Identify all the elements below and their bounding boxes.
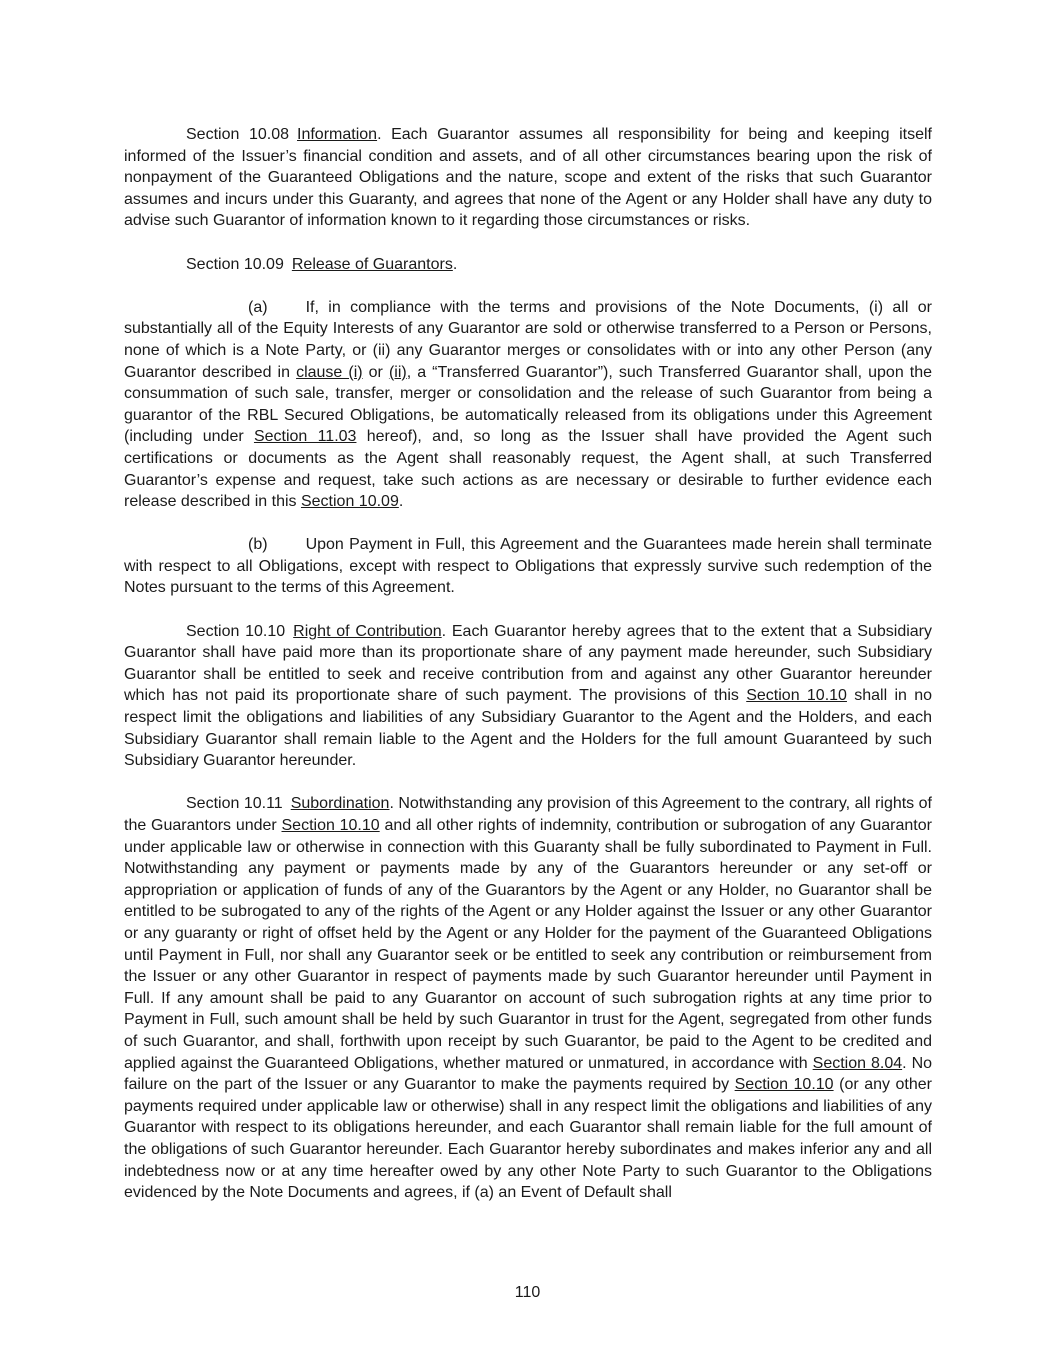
section-10-10-paragraph	[124, 621, 932, 772]
document-page	[124, 124, 932, 1225]
clause-b-text: Upon Payment in Full, this Agreement and the Guarantees made herein shall terminate with respect to all Obligations, except with respect to Obligations that expressly survive such redemption of the Notes pursuant to the terms of this Agreement.	[124, 536, 932, 597]
clause-a-label: (a)	[248, 298, 268, 316]
clause-b-label: (b)	[248, 536, 268, 554]
section-10-10-text-2: shall in no respect limit the obligations and liabilities of any Subsidiary Guarantor to the Agent and the Holders, and each Subsidiary Guarantor shall remain liable to the Agent and the Holders for the full amount Guaranteed by such Subsidiary Guarantor hereunder.	[124, 687, 933, 770]
section-10-09-clause-b	[124, 534, 932, 599]
clause-ii-reference: (ii)	[388, 363, 407, 381]
section-10-11-heading: Subordination	[290, 795, 390, 813]
section-10-11-text-1: . Notwithstanding any provision of this Agreement to the contrary, all rights of the Guarantors under	[124, 795, 933, 834]
section-10-10-reference-2: Section 10.10	[734, 1076, 834, 1094]
clause-a-text-1: If, in compliance with the terms and provisions of the Note Documents, (i) all or substantially all of the Equity Interests of any Guarantor are sold or otherwise transferred to a Person or Persons, none of which is a Note Party, or (ii) any Guarantor merges or consolidates with or into any other Person (any Guarantor described in	[124, 298, 932, 381]
section-10-10-text-1: . Each Guarantor hereby agrees that to the extent that a Subsidiary Guarantor shall have paid more than its proportionate share of any payment made hereunder, such Subsidiary Guarantor shall be entitled to seek and receive contribution from and against any other Guarantor hereunder which has not paid its proportionate share of such payment. The provisions of this	[124, 622, 933, 705]
section-10-09-heading-tail: .	[452, 255, 458, 273]
section-10-10-heading: Right of Contribution	[293, 622, 442, 640]
section-10-08-paragraph	[124, 124, 932, 232]
clause-a-text-3: , a “Transferred Guarantor”), such Transferred Guarantor shall, upon the consummation of such sale, transfer, merger or consolidation and the release of such Guarantor from being a guarantor of the RBL Secured Obligations, be automatically released from its obligations under this Agreement (including under	[124, 363, 933, 446]
clause-a-text-4: hereof), and, so long as the Issuer shall have provided the Agent such certifications or documents as the Agent shall reasonably request, the Agent shall, at such Transferred Guarantor’s expense and request, take such actions as are necessary or desirable to further evidence each release described in this	[124, 428, 933, 511]
section-10-09-clause-a	[124, 297, 932, 513]
section-10-11-text-2: and all other rights of indemnity, contribution or subrogation of any Guarantor under applicable law or otherwise in connection with this Guaranty shall be fully subordinated to Payment in Full. Notwithstanding any payment or payments made by any of the Guarantors hereunder or any set-off or appropriation or application of funds of any of the Guarantors by the Agent or any Holder, no Guarantor shall be entitled to be subrogated to any of the rights of the Agent or any Holder against the Issuer or any other Guarantor or any guaranty or right of offset held by the Agent or any Holder for the payment of the Guaranteed Obligations until Payment in Full, nor shall any Guarantor seek or be entitled to seek any contribution or reimbursement from the Issuer or any other Guarantor in respect of payments made by such Guarantor hereunder until Payment in Full. If any amount shall be paid to any Guarantor on account of such subrogation rights at any time prior to Payment in Full, such amount shall be held by such Guarantor in trust for the Agent, segregated from other funds of such Guarantor, and shall, forthwith upon receipt by such Guarantor, be paid to the Agent to be credited and applied against the Guaranteed Obligations, whether matured or unmatured, in accordance with	[124, 817, 932, 1072]
section-10-08-heading: Information	[297, 126, 378, 143]
section-10-08-body: . Each Guarantor assumes all responsibility for being and keeping itself informed of the Issuer’s financial condition and assets, and of all other circumstances bearing upon the risk of nonpayment of the Guaranteed Obligations and the nature, scope and extent of the risks that such Guarantor assumes and incurs under this Guaranty, and agrees that none of the Agent or any Holder shall have any duty to advise such Guarantor of information known to it regarding those circumstances or risks.	[124, 126, 932, 230]
section-10-10-number: Section 10.10	[186, 622, 286, 640]
section-10-11-number: Section 10.11	[186, 795, 283, 813]
section-10-10-self-reference: Section 10.10	[746, 687, 847, 705]
clause-i-reference: clause (i)	[296, 363, 363, 381]
section-10-09-reference: Section 10.09	[300, 493, 399, 511]
section-8-04-reference: Section 8.04	[812, 1054, 903, 1072]
clause-a-text-5: .	[398, 493, 404, 511]
clause-a-text-2: or	[362, 363, 389, 381]
section-10-09-heading-line	[124, 254, 932, 276]
section-11-03-reference: Section 11.03	[253, 428, 357, 446]
section-10-11-paragraph	[124, 793, 932, 1203]
section-10-11-text-3: . No failure on the part of the Issuer or any Guarantor to make the payments required by	[124, 1054, 933, 1094]
section-10-10-reference: Section 10.10	[281, 817, 380, 834]
section-10-08-number: Section 10.08	[186, 126, 290, 143]
section-10-09-heading: Release of Guarantors	[291, 255, 453, 273]
section-10-11-text-4: (or any other payments required under applicable law or otherwise) shall in any respect limit the obligations and liabilities of any Guarantor with respect to its obligations hereunder, and each Guarantor shall remain liable for the full amount of the obligations of such Guarantor hereunder. Each Guarantor hereby subordinates and makes inferior any and all indebtedness now or at any time hereafter owed by any other Note Party to such Guarantor to the Obligations evidenced by the Note Documents and agrees, if (a) an Event of Default shall	[124, 1076, 932, 1202]
section-10-09-number: Section 10.09	[186, 255, 284, 273]
page-number: 110	[514, 1284, 541, 1301]
